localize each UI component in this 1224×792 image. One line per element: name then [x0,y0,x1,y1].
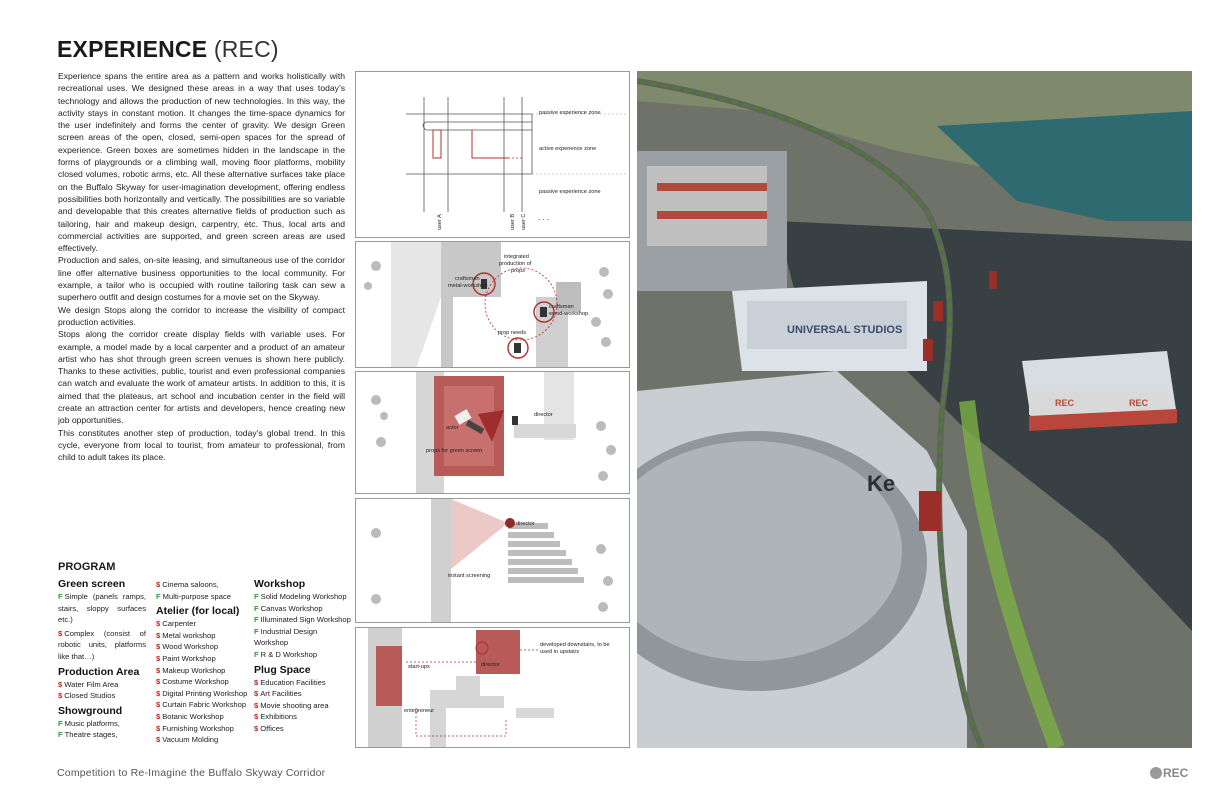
program-item [254,591,352,603]
category-plug-space: Plug Space [254,663,311,676]
program-item [254,688,352,700]
user-label: user B [510,213,516,230]
paid-mark: $ [156,580,161,589]
developed-label: developed downstairs, to be [540,642,610,648]
essay-paragraph: Stops along the corridor create display fields with variable uses. For example, a model made by a local carpenter and a product of an amateur artist who has shot through green screen venues is shown here publicly. Thanks to these activities, public, tourist and even professional companies can watch and evaluate the work of amateur artists. In addition to this, it is aimed that the plateaus, art school and incubation center in the field will create an attraction center for artists and developers, hence creating new job opportunities. [58,329,345,426]
aerial-sign: UNIVERSAL STUDIOS [787,324,903,336]
category-workshop: Workshop [254,578,306,590]
program-item-text: Costume Workshop [162,677,229,687]
program-item-text: Movie shooting area [260,700,329,710]
rec-logo [1150,766,1188,780]
integrated-label: integrated [504,254,529,260]
program-item [156,688,252,700]
program-column-3 [254,576,352,735]
program-column-1 [58,576,146,741]
integrated-label: production of [499,261,532,267]
title-main: EXPERIENCE [57,36,208,62]
footer-caption: Competition to Re-Imagine the Buffalo Skyway Corridor [57,767,326,779]
program-item-text: Digital Printing Workshop [162,688,248,698]
program-item-text: Metal workshop [162,630,216,640]
program-item-text: Multi-purpose space [162,591,232,601]
essay-paragraph: Experience spans the entire area as a pattern and works holistically with recreational uses. We designed these areas in a way that uses today’s technology and allows the production of new technologies. In this way, the activity stays in constant motion. It changes the time-space dynamics for the user indefinitely and forms the center of gravity. We design Green screen areas of the open, closed, semi-open spaces for the spread of experience. Green boxes are sometimes hidden in the landscape in the forms of playgrounds or a climbing wall, moving floor platforms, mobility closed volumes, robotic arms, etc. All these alternative surfaces take place on the Buffalo Skyway for user-imagination development, offering endless possibilities both horizontally and vertically. The possibilities are so variable and developable that this creates alternative fields of production such as tailoring, hair and makeup design, carpentry, etc. Thus, local arts and commercial activities are supported, and green screen areas are used effectively. [58,71,345,254]
paid-mark: $ [254,700,259,710]
category-green-screen: Green screen [58,578,126,590]
paid-mark: $ [58,628,63,638]
title-sub: (REC) [213,36,279,62]
program-item-text: Solid Modeling Workshop [260,592,347,601]
zone-label-passive: passive experience zone [539,189,601,195]
integrated-label: props [511,268,525,274]
free-mark: F [254,615,259,625]
program-item-text: Closed Studios [64,691,116,701]
workshop-diagram [355,241,630,368]
aerial-rec-sign: REC [1129,398,1149,408]
startups-diagram [355,627,630,748]
program-item [58,729,146,741]
zone-label-active: active experience zone [539,146,597,152]
program-item-text: Education Facilities [260,677,326,687]
essay-paragraph: We design Stops along the corridor to increase the visibility of compact production activities. [58,304,345,327]
director-label: director [534,412,553,418]
program-item [254,677,352,689]
program-item-text: Botanic Workshop [162,711,224,721]
zone-diagram [355,71,630,238]
program-item [254,626,352,649]
paid-mark: $ [156,630,161,640]
aerial-arena-sign: Ke [867,471,896,496]
program-item [156,618,252,630]
metal-workshop-label: craftsman [455,276,480,282]
instant-screening-label: instant screening [448,573,491,579]
logo-circle-icon [1150,767,1162,779]
page-title [57,36,279,63]
category-showground: Showground [58,704,123,717]
paid-mark: $ [156,711,161,721]
program-item-text: Music platforms, [64,718,120,728]
program-heading: PROGRAM [58,561,116,573]
entrepreneur-label: entegreneur [404,708,435,714]
startups-label: start-ups [408,664,430,670]
program-item-text: Offices [260,723,284,733]
paid-mark: $ [156,665,161,675]
program-item [58,679,146,691]
program-item [156,641,252,653]
program-item [156,591,252,603]
program-item [58,690,146,702]
wood-workshop-label: wood-workshop [549,311,589,317]
program-item [156,653,252,665]
screening-diagram [355,498,630,623]
program-item-text: Canvas Workshop [260,603,323,613]
logo-text: REC [1163,766,1189,780]
essay-paragraph: This constitutes another step of production, today’s global trend. In this cycle, everyone from local to tourist, from amateur to professional, from child to adult takes its place. [58,427,345,463]
free-mark: F [58,718,63,728]
category-production-area: Production Area [58,665,140,678]
paid-mark: $ [156,677,161,687]
metal-workshop-label: metal-workshop [448,283,488,289]
program-item [58,628,146,663]
category-atelier: Atelier (for local) [156,605,240,618]
developed-label: used in upstairs [540,649,580,655]
program-item-text: Makeup Workshop [162,665,226,675]
director-label: director [516,521,535,527]
program-item-text: Art Facilities [260,689,302,699]
description-text [58,70,345,464]
program-item-text: R & D Workshop [260,649,318,659]
program-item [254,700,352,712]
paid-mark: $ [156,619,161,629]
user-label: user A [437,214,443,230]
program-item [156,665,252,677]
free-mark: F [254,626,259,636]
aerial-rendering [637,71,1192,748]
wood-workshop-label: craftsman [549,304,574,310]
director-label: director [481,662,500,668]
program-item-text: Furnishing Workshop [162,723,234,733]
program-column-2 [156,579,252,746]
program-item [58,718,146,730]
program-item-text: Vacuum Molding [162,735,219,745]
program-item [156,711,252,723]
program-item [254,649,352,661]
paid-mark: $ [254,723,259,733]
paid-mark: $ [156,653,161,663]
aerial-rec-sign: REC [1055,398,1075,408]
program-item [156,734,252,746]
paid-mark: $ [156,735,161,745]
props-label: props for green screen [426,448,483,454]
program-item-text: Industrial Design Workshop [254,626,318,648]
prop-needs-label: prop needs [498,330,526,336]
free-mark: F [58,592,63,601]
paid-mark: $ [156,688,161,698]
program-item-text: Illuminated Sign Workshop [260,615,351,625]
actor-label: actor [446,425,459,431]
program-item-text: Curtain Fabric Workshop [162,700,247,710]
paid-mark: $ [58,691,63,701]
program-item [254,614,352,626]
program-item [254,723,352,735]
program-item-text: Theatre stages, [64,730,118,740]
program-item [156,699,252,711]
program-item [156,723,252,735]
zone-label-passive: passive experience zone [539,110,601,116]
program-item-text: Simple (panels ramps, stairs, sloppy surfaces etc.) [58,592,146,625]
paid-mark: $ [254,712,259,722]
program-item [156,676,252,688]
program-item-text: Carpenter [162,619,197,629]
more-users: . . . [538,213,550,222]
program-item [58,591,146,626]
paid-mark: $ [58,679,63,689]
studio-diagram [355,371,630,494]
program-item-text: Wood Workshop [162,642,219,652]
program-item [156,630,252,642]
user-label: user C [521,213,527,230]
program-item-text: Cinema saloons, [162,580,219,589]
paid-mark: $ [156,700,161,710]
free-mark: F [254,603,259,613]
paid-mark: $ [156,723,161,733]
free-mark: F [156,591,161,601]
program-item-text: Exhibitions [260,712,297,722]
free-mark: F [254,592,259,601]
program-item [254,603,352,615]
paid-mark: $ [156,642,161,652]
program-item [254,711,352,723]
free-mark: F [254,649,259,659]
program-item-text: Water Film Area [64,679,119,689]
program-item [156,579,252,591]
paid-mark: $ [254,677,259,687]
essay-paragraph: Production and sales, on-site leasing, and simultaneous use of the corridor line offer alternative business opportunities to the local community. For example, a tailor who is occupied with routine tailoring task can sew a superhero outfit and design costumes for a movie set on the Skyway. [58,255,345,303]
program-item-text: Paint Workshop [162,653,216,663]
free-mark: F [58,730,63,740]
paid-mark: $ [254,689,259,699]
program-item-text: Complex (consist of robotic units, platforms like that…) [58,628,146,661]
